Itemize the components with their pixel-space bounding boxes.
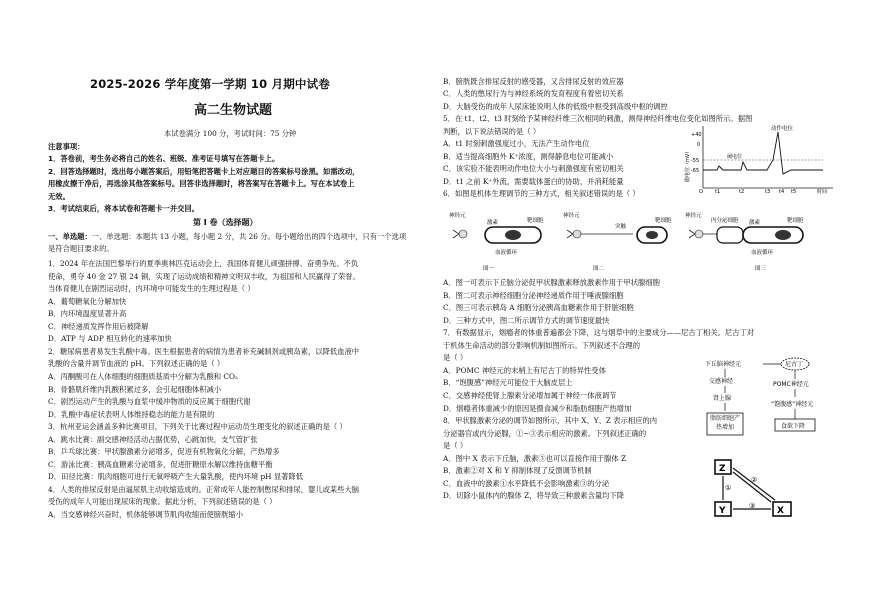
svg-text:血液循环: 血液循环 <box>495 250 518 256</box>
right-question-line: D．三种方式中，图二所示调节方式的调节速度最快 <box>443 315 610 325</box>
svg-text:靶细胞: 靶细胞 <box>655 218 672 224</box>
fig5-tick-0: 0 <box>697 142 701 148</box>
fig5-legend: 动作电位 <box>771 126 794 132</box>
svg-text:神经元: 神经元 <box>563 213 580 219</box>
right-question-line: B．适当提高细胞外 K⁺浓度，测得静息电位可能减小 <box>443 151 614 161</box>
notice-heading: 注意事项： <box>48 142 85 151</box>
left-question-line: 当体育健儿在剧烈运动时，内环境中可能发生的生理过程是（ ） <box>48 284 255 294</box>
right-question-line: 7．有数据显示，烟瘾者的体重普遍都会下降，这与烟草中的主要成分——尼古丁相关。尼古丁对 <box>443 328 755 338</box>
right-question-line: C．该实验不能表明动作电位大小与刺激强度有密切相关 <box>443 164 624 174</box>
fig5-xlabel: 时间 <box>817 189 828 194</box>
left-question-line: 4．人类的排尿反射是由逼尿肌主动收缩造成的。正常成年人能控制憋尿和排尿，婴儿或某些大脑 <box>48 484 360 494</box>
fig5-curve <box>703 132 823 174</box>
fig7-pomc: POMC神经元 <box>773 381 809 388</box>
svg-text:内分泌细胞: 内分泌细胞 <box>711 218 739 224</box>
left-question-line: 受伤的成年人可能出现尿床的现象。据此分析，下列叙述错误的是（ ） <box>48 497 277 507</box>
left-question-line: 使命，勇夺 40 金 27 银 24 铜，实现了运动成绩和精神文明双丰收，为祖国和人民赢得了荣誉。 <box>48 271 360 281</box>
fig8-h3: ③ <box>749 502 756 510</box>
right-question-line: B．激素②对 X 和 Y 抑制体现了反馈调节机制 <box>443 466 592 476</box>
fig6-diagram-2 <box>563 211 672 272</box>
fig5-xtick-t3: t3 <box>765 189 771 194</box>
right-question-line: C．交感神经使肾上腺素分泌增加属于神经一体液调节 <box>443 390 617 400</box>
section-instruction-1: 一、单选题：一、单选题：本题共 13 小题，每小题 2 分，共 26 分。每小题给出的四个选项中，只有一个选项 <box>48 232 407 241</box>
svg-text:图三: 图三 <box>755 266 767 272</box>
left-question-line: 3．杭州亚运会涵盖多种比赛项目，下列关于比赛过程中运动员生理变化的叙述正确的是（ ） <box>48 422 347 432</box>
exam-subtitle: 高二生物试题 <box>194 103 273 118</box>
figure8-thyroid-diagram <box>711 456 797 522</box>
fig7-sympathetic: 交感神经 <box>709 378 734 385</box>
right-question-line: 于机体生命活动的部分影响机制如图所示。下列叙述不合理的 <box>443 340 641 350</box>
right-question-line: A．POMC 神经元的末梢上有尼古丁的特异性受体 <box>443 365 606 375</box>
fig5-tick-55: -55 <box>691 158 700 164</box>
fig8-h1: ① <box>725 484 732 492</box>
left-question-line: 乳酸的含量并调节血液的 pH。下列叙述正确的是（ ） <box>48 359 225 369</box>
left-question-line: D．ATP 与 ADP 相互转化的速率加快 <box>48 334 172 344</box>
right-question-line: 分泌器官或内分泌腺，①~③表示相应的激素。下列叙述正确的 <box>443 428 647 438</box>
exam-title: 2025-2026 学年度第一学期 10 月期中试卷 <box>90 77 330 91</box>
left-question-line: 2．糖尿病患者易发生乳酸中毒。医生根据患者的病情为患者补充碱制剂或胰岛素，以降低血液中 <box>48 346 360 356</box>
fig7-hypothalamus: 下丘脑神经元 <box>705 361 742 368</box>
figure6-regulation-diagrams <box>443 210 843 274</box>
fig5-tick-65: -65 <box>691 168 700 174</box>
svg-text:血液循环: 血液循环 <box>751 250 774 256</box>
part1-heading: 第 Ⅰ 卷（选择题） <box>193 218 258 227</box>
left-question-line: C．剧烈运动产生的乳酸与血浆中缓冲物质的反应属于细胞代谢 <box>48 397 251 407</box>
notice-line: 3．考试结束后，将本试卷和答题卡一并交回。 <box>48 204 200 213</box>
right-question-line: D．切除小鼠体内的腺体 Z，将导致三种激素含量均下降 <box>443 491 625 501</box>
notice-line: 1．答卷前，考生务必将自己的姓名、班级、准考证号填写在答题卡上。 <box>48 154 280 163</box>
section-instruction-2: 是符合题目要求的。 <box>48 244 114 253</box>
notice-line: 2．回答选择题时，选出每小题答案后，用铅笔把答题卡上对应题目的答案标号涂黑。如需改动， <box>48 166 360 176</box>
fig8-z: Z <box>719 464 726 474</box>
left-question-line: B．乒乓球比赛：甲状腺激素分泌增多，促进有机物氧化分解，产热增多 <box>48 447 280 457</box>
fig7-adrenal: 肾上腺 <box>713 395 732 402</box>
fig7-food: 食欲下降 <box>781 423 806 430</box>
fig7-nicotine: 尼古丁 <box>785 361 804 368</box>
fig5-tick-40: +40 <box>691 132 702 138</box>
right-question-line: D．大脑受伤的成年人尿床能说明人体的低级中枢受到高级中枢的调控 <box>443 101 668 111</box>
right-question-line: D．t1 之前 K⁺外流，需要载体蛋白的协助，并消耗能量 <box>443 176 624 186</box>
svg-text:神经元: 神经元 <box>685 213 702 219</box>
left-question-line: A．丙酮酸可在人体细胞的细胞质基质中分解为乳酸和 CO₂ <box>48 371 238 381</box>
left-question-line: A．葡萄糖氧化分解加快 <box>48 296 127 306</box>
svg-text:图一: 图一 <box>483 266 495 272</box>
left-question-line: B．骨骼肌纤维内乳酸积累过多，会引起细胞体积减小 <box>48 384 222 394</box>
right-question-line: C．血液中的激素①水平降低不会影响激素③的分泌 <box>443 478 610 488</box>
svg-text:突触: 突触 <box>615 224 627 230</box>
left-question-line: D．田径比赛：肌肉细胞可进行无氧呼吸产生大量乳酸，使内环境 pH 显著降低 <box>48 472 304 482</box>
fig6-diagram-3 <box>685 211 804 272</box>
fig7-satiety: “饱腹感”神经元 <box>771 401 814 408</box>
right-question-line: 5．在 t1、t2、t3 时刻给予某神经纤维三次相同的刺激，测得神经纤维电位变化如图所示。据图 <box>443 114 753 124</box>
fig5-ylabel: 膜电位（mV） <box>685 148 691 182</box>
right-question-line: C．人类的憋尿行为与神经系统的发育程度有着密切关系 <box>443 89 624 99</box>
figure7-nicotine-diagram <box>705 357 841 439</box>
fig5-xtick-t5: t5 <box>791 189 797 194</box>
fig5-xtick-o: O <box>699 189 703 194</box>
left-question-line: A．跳水比赛：副交感神经活动占据优势，心跳加快，支气管扩张 <box>48 434 258 444</box>
left-question-line: A．当交感神经兴奋时，机体能够调节肌肉收缩而使膀胱缩小 <box>48 510 243 519</box>
right-question-line: C．图三可表示胰岛 A 细胞分泌胰高血糖素作用于肝脏细胞 <box>443 303 634 313</box>
fig6-diagram-1 <box>449 211 544 272</box>
right-question-line: 是（ ） <box>443 441 468 451</box>
fig5-xtick-t4: t4 <box>779 189 785 194</box>
svg-text:靶细胞: 靶细胞 <box>527 218 544 224</box>
svg-text:图二: 图二 <box>593 266 605 272</box>
svg-text:激素: 激素 <box>749 220 761 226</box>
fig7-fat: 脂肪细胞产热增加 <box>709 415 740 431</box>
left-question-line: D．乳酸中毒症状表明人体维持稳态的能力是有限的 <box>48 409 215 419</box>
fig8-h2: ② <box>751 476 758 484</box>
fig8-x: X <box>777 506 784 516</box>
svg-text:激素: 激素 <box>487 220 499 226</box>
svg-text:靶细胞: 靶细胞 <box>787 218 804 224</box>
fig8-y: Y <box>719 506 726 516</box>
right-question-line: B．膀胱既含排尿反射的感受器，又含排尿反射的效应器 <box>443 77 624 86</box>
figure5-membrane-potential-graph <box>683 122 841 194</box>
right-question-line: 8．甲状腺激素分泌的调节如图所示，其中 X、Y、Z 表示相应的内 <box>443 416 658 426</box>
right-question-line: 判断，以下说法错误的是（ ） <box>443 126 541 136</box>
exam-info: 本试卷满分 100 分，考试时间：75 分钟 <box>164 129 297 138</box>
right-question-line: 6．如图是机体生理调节的三种方式，相关叙述错误的是（ ） <box>443 189 640 199</box>
right-question-line: A．图一可表示下丘脑分泌促甲状腺激素释放激素作用于甲状腺细胞 <box>443 278 660 287</box>
right-question-line: B．“饱腹感”神经元可能位于大脑皮层上 <box>443 378 573 388</box>
left-question-line: C．神经递质发挥作用后被降解 <box>48 321 149 331</box>
notice-line: 无效。 <box>48 191 70 201</box>
right-question-line: B．图二可表示神经细胞分泌神经递质作用于唾液腺细胞 <box>443 290 624 300</box>
right-question-line: A．t1 时刻刺激强度过小，无法产生动作电位 <box>443 139 590 149</box>
right-question-line: A．图中 X 表示下丘脑，激素③也可以直接作用于腺体 Z <box>443 453 627 463</box>
notice-line: 用橡皮擦干净后，再选涂其他答案标号。回答非选择题时，将答案写在答题卡上。写在本试卷上 <box>48 179 355 188</box>
fig5-xtick-t1: t1 <box>715 189 721 194</box>
left-question-line: B．内环境温度显著升高 <box>48 309 127 319</box>
svg-text:神经元: 神经元 <box>449 213 466 219</box>
right-question-line: D．烟瘾者体重减少的原因是摄食减少和脂肪细胞产热增加 <box>443 403 632 413</box>
fig5-xtick-t2: t2 <box>739 189 745 194</box>
left-question-line: 1．2024 年在法国巴黎举行的夏季奥林匹克运动会上，我国体育健儿顽强拼搏、奋勇争先、不负 <box>48 259 359 268</box>
fig5-threshold: 阈电位 <box>727 154 743 160</box>
right-question-line: 是（ ） <box>443 353 468 363</box>
left-question-line: C．游泳比赛：胰高血糖素分泌增多，促进肝糖原水解以维持血糖平衡 <box>48 459 273 469</box>
